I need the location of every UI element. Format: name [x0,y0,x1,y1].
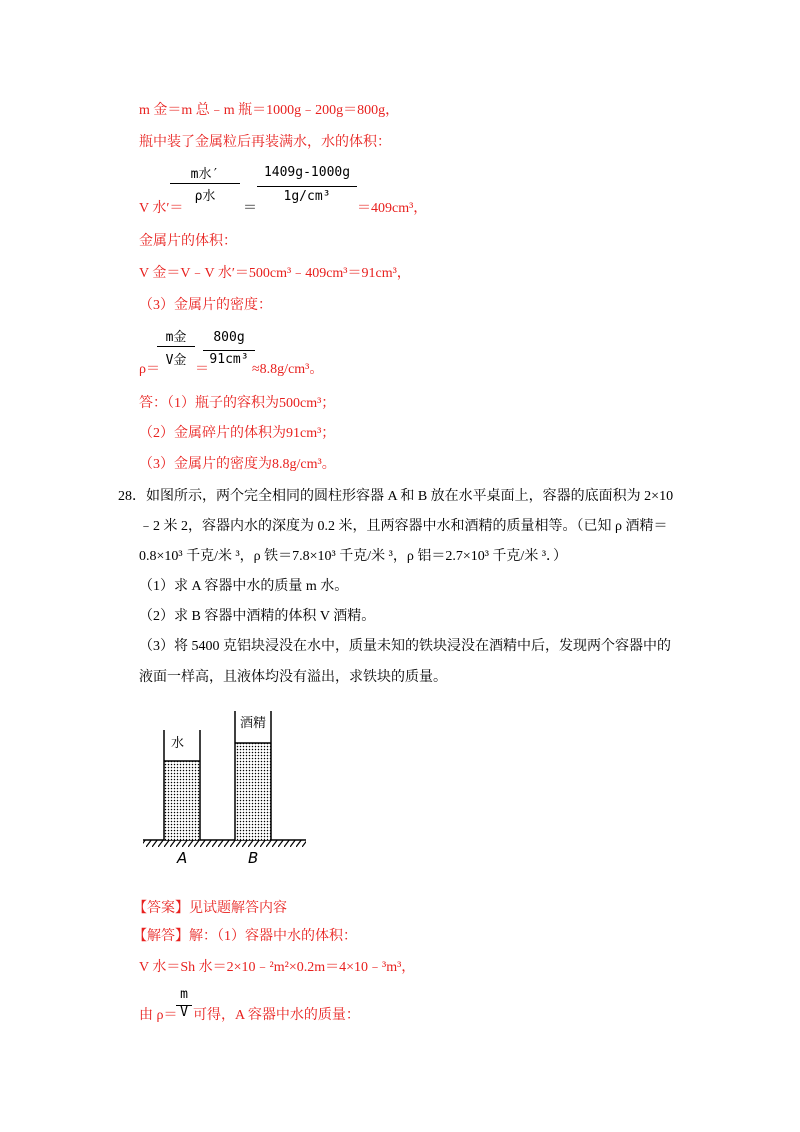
water-liquid [164,761,200,840]
label-water: 水 [171,736,185,751]
fraction-water-density-den: ρ水 [194,189,216,204]
containers-figure [140,703,310,868]
label-a: A [177,849,188,867]
question-28-line-1: 28．如图所示，两个完全相同的圆柱形容器 A 和 B 放在水平桌面上，容器的底面积为 2×10 [118,489,674,504]
fraction-density-den: 1g/cm³ [283,189,331,204]
ground-hatching [143,840,306,847]
metal-volume-line: V 金＝V﹣V 水′＝500cm³﹣409cm³＝91cm³， [139,266,411,281]
fraction-bar-2 [257,186,357,187]
density-formula-post: 可得，A 容器中水的质量： [193,1008,360,1023]
density-formula-pre: 由 ρ＝ [139,1008,178,1023]
equals-sign-2: ＝ [195,362,209,377]
equals-sign-1: ＝ [243,201,257,216]
answer-heading: 【答案】见试题解答内容 [133,901,287,916]
fraction-mass-diff-num: 1409g-1000g [263,165,351,180]
question-28-line-3: 0.8×10³ 千克/米 ³，ρ 铁＝7.8×10³ 千克/米 ³，ρ 铝＝2.7×10³ 千克/米 ³．） [139,549,568,564]
answer-line-3: （3）金属片的密度为8.8g/cm³。 [139,457,336,472]
metal-volume-intro: 金属片的体积： [139,234,237,249]
water-volume-calc: V 水＝Sh 水＝2×10﹣²m²×0.2m＝4×10﹣³m³， [139,960,416,975]
mass-metal-line: m 金＝m 总﹣m 瓶＝1000g﹣200g＝800g， [139,103,400,118]
label-alcohol: 酒精 [240,716,267,731]
fraction-bar-4 [203,350,255,351]
question-28-part-3-cont: 液面一样高，且液体均没有溢出，求铁块的质量。 [139,670,447,685]
answer-line-2: （2）金属碎片的体积为91cm³； [139,426,336,441]
label-b: B [248,849,259,867]
solution-heading: 【解答】解：（1）容器中水的体积： [133,929,357,944]
fraction-m-num: m [180,987,188,1002]
fraction-mass-metal-num: m金 [165,330,187,345]
fraction-v-den: V [180,1005,188,1020]
question-28-part-1: （1）求 A 容器中水的质量 m 水。 [139,579,349,594]
density-step-heading: （3）金属片的密度： [139,298,272,313]
water-volume-lhs: V 水′＝ [139,201,184,216]
answer-line-1: 答：（1）瓶子的容积为500cm³； [139,396,336,411]
question-28-line-2: ﹣2 米 2，容器内水的深度为 0.2 米，且两容器中水和酒精的质量相等。（已知 ρ 酒精＝ [139,519,668,534]
alcohol-liquid [235,743,271,840]
fraction-800g-num: 800g [213,330,245,345]
fraction-water-mass-num: m水′ [190,167,220,182]
fraction-volume-metal-den: V金 [165,353,187,368]
water-volume-result: ＝409cm³， [357,201,428,216]
fraction-bar-1 [170,183,240,184]
water-volume-intro: 瓶中装了金属粒后再装满水，水的体积： [139,135,391,150]
question-28-part-3: （3）将 5400 克铝块浸没在水中，质量未知的铁块浸没在酒精中后，发现两个容器中的 [139,639,671,654]
question-28-part-2: （2）求 B 容器中酒精的体积 V 酒精。 [139,609,376,624]
fraction-bar-3 [157,346,195,347]
density-result: ≈8.8g/cm³。 [252,362,324,377]
density-lhs: ρ＝ [139,362,160,377]
fraction-91cm3-den: 91cm³ [209,352,249,367]
